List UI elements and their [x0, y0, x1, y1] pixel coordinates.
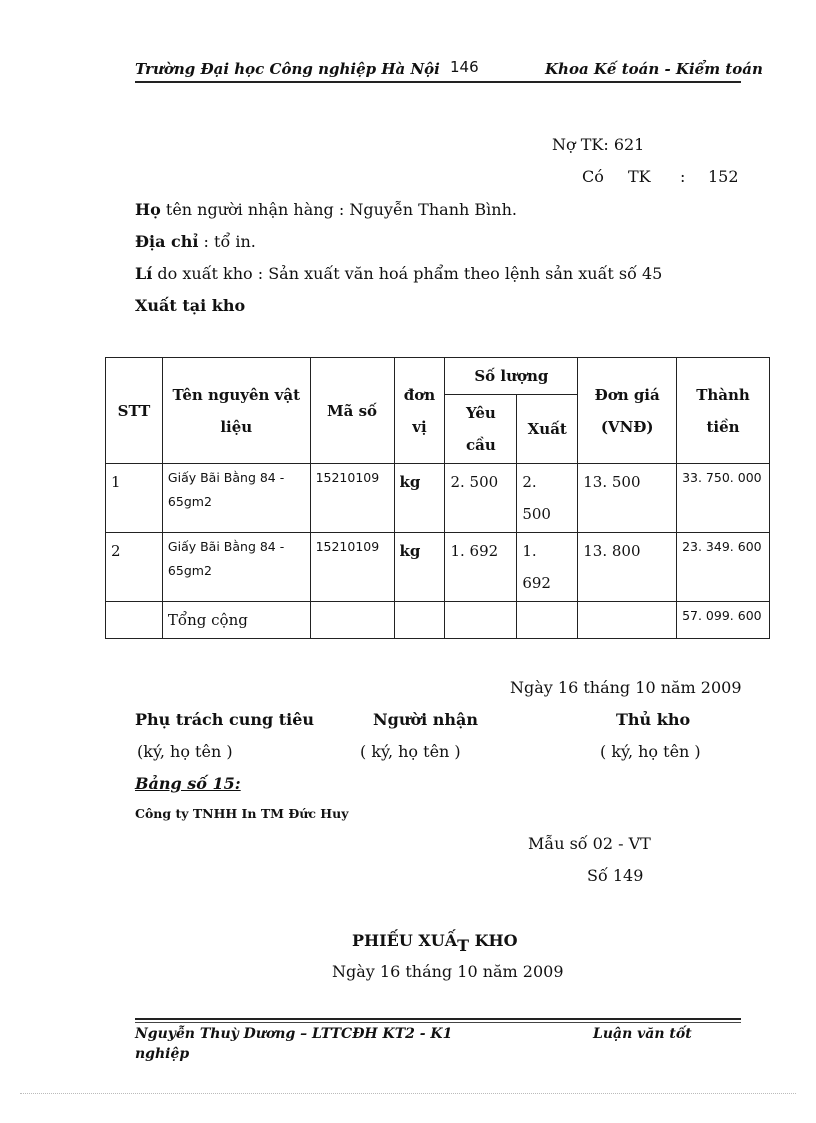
table-row — [106, 464, 770, 533]
materials-table — [105, 357, 770, 639]
company-name: Công ty TNHH In TM Đức Huy — [135, 806, 349, 821]
col-price: Đơn giá (VNĐ) — [578, 358, 677, 464]
col-requested: Yêu cầu — [445, 395, 517, 464]
footer-rule-top — [135, 1018, 741, 1020]
table-label: Bảng số 15: — [135, 774, 241, 793]
cell-unit: kg — [394, 533, 445, 602]
reason-line — [135, 264, 662, 283]
keeper-sign-note: ( ký, họ tên ) — [600, 742, 701, 761]
cell-name: Giấy Bãi Bằng 84 - 65gm2 — [162, 533, 310, 602]
form-date: Ngày 16 tháng 10 năm 2009 — [332, 962, 564, 981]
footer-author: Nguyễn Thuỳ Dương – LTTCĐH KT2 - K1 — [135, 1026, 453, 1042]
supply-sign-note: (ký, họ tên ) — [137, 742, 233, 761]
cell-price: 13. 800 — [578, 533, 677, 602]
cell-stt: 2 — [106, 533, 163, 602]
cell-total: 33. 750. 000 — [677, 464, 770, 533]
col-unit: đơn vị — [394, 358, 445, 464]
supply-title: Phụ trách cung tiêu — [135, 710, 315, 729]
receiver-title: Người nhận — [373, 710, 479, 729]
credit-account: 152 — [708, 167, 739, 186]
col-quantity: Số lượng — [445, 358, 578, 395]
header-row — [106, 358, 770, 395]
credit-tk: TK — [628, 167, 651, 186]
cell-issued: 1. 692 — [517, 533, 578, 602]
form-title: PHIẾU XUẤT KHO — [352, 931, 518, 955]
cell-issued: 2. 500 — [517, 464, 578, 533]
footer-rule-bottom — [135, 1022, 741, 1023]
col-issued: Xuất — [517, 395, 578, 464]
total-label: Tổng cộng — [162, 602, 310, 639]
cell-name: Giấy Bãi Bằng 84 - 65gm2 — [162, 464, 310, 533]
footer-author-cont: nghiệp — [135, 1046, 190, 1062]
receiver-text: tên người nhận hàng : Nguyễn Thanh Bình. — [160, 200, 517, 219]
form-number: Số 149 — [587, 866, 644, 885]
col-stt: STT — [106, 358, 163, 464]
col-code: Mã số — [310, 358, 394, 464]
col-total: Thành tiền — [677, 358, 770, 464]
cell-total: 23. 349. 600 — [677, 533, 770, 602]
signature-date: Ngày 16 tháng 10 năm 2009 — [510, 678, 742, 697]
cell-unit: kg — [394, 464, 445, 533]
cell-requested: 2. 500 — [445, 464, 517, 533]
keeper-title: Thủ kho — [616, 710, 691, 729]
cell-price: 13. 500 — [578, 464, 677, 533]
address-text: : tổ in. — [203, 232, 256, 251]
warehouse-line: Xuất tại kho — [135, 296, 246, 315]
reason-label: Lí — [135, 264, 153, 283]
cell-code: 15210109 — [310, 464, 394, 533]
address-line — [135, 232, 256, 251]
credit-colon: : — [680, 167, 686, 186]
total-value: 57. 099. 600 — [677, 602, 770, 639]
header-faculty: Khoa Kế toán - Kiểm toán — [545, 60, 763, 78]
receiver-label: Họ — [135, 200, 161, 219]
footer-thesis: Luận văn tốt — [593, 1026, 692, 1042]
address-label: Địa chỉ — [135, 232, 199, 251]
table-row — [106, 533, 770, 602]
form-code: Mẫu số 02 - VT — [528, 834, 651, 853]
reason-text: do xuất kho : Sản xuất văn hoá phẩm theo lệnh sản xuất số 45 — [152, 264, 663, 283]
col-name: Tên nguyên vật liệu — [162, 358, 310, 464]
receiver-line — [135, 200, 517, 219]
cell-stt: 1 — [106, 464, 163, 533]
page-edge — [20, 1093, 796, 1094]
cell-code: 15210109 — [310, 533, 394, 602]
header-school: Trường Đại học Công nghiệp Hà Nội — [135, 60, 440, 78]
page-number: 146 — [450, 58, 479, 76]
credit-label: Có — [582, 167, 604, 186]
receiver-sign-note: ( ký, họ tên ) — [360, 742, 461, 761]
cell-requested: 1. 692 — [445, 533, 517, 602]
header-rule — [135, 81, 741, 83]
debit-account: Nợ TK: 621 — [552, 135, 645, 154]
total-row — [106, 602, 770, 639]
